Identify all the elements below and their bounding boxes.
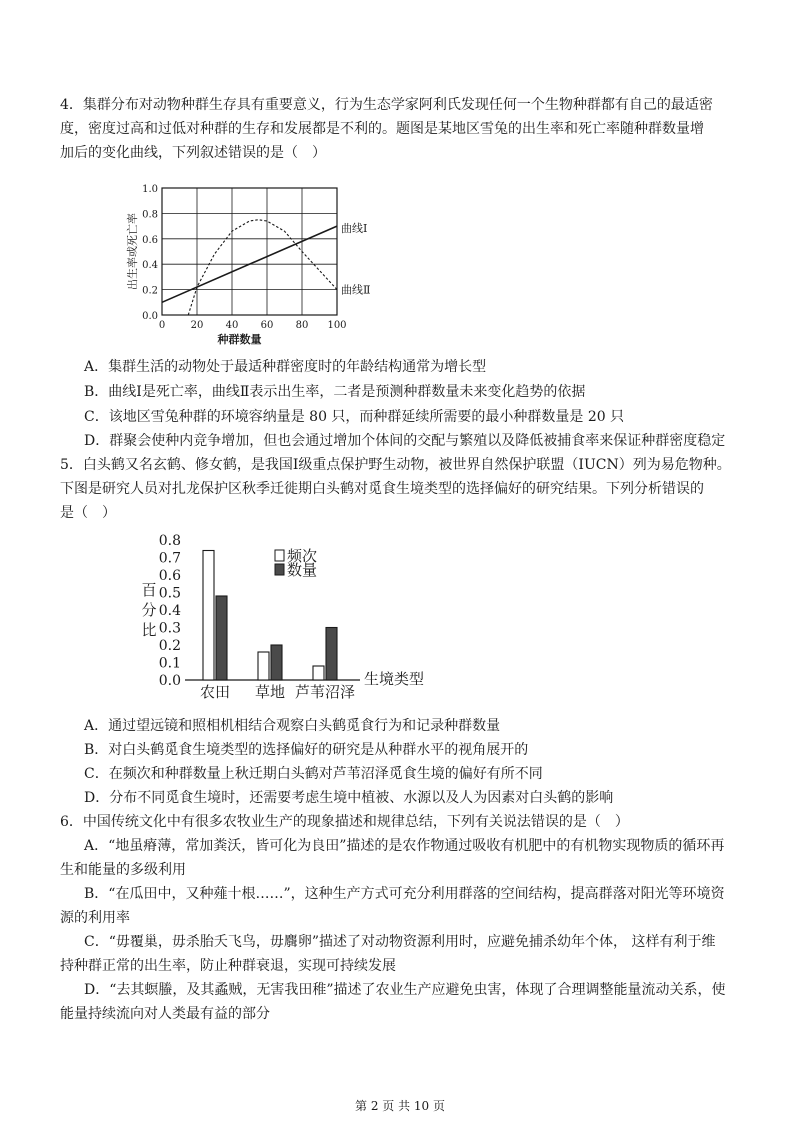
q4-option-a[interactable]: A．集群生活的动物处于最适种群密度时的年龄结构通常为增长型 [84,359,487,375]
y-axis-label-char: 比 [141,621,157,639]
q4-option-b[interactable]: B．曲线Ⅰ是死亡率，曲线Ⅱ表示出生率，二者是预测种群数量未来变化趋势的依据 [84,384,586,400]
q5-stem-line-1: 5．白头鹤又名玄鹤、修女鹤，是我国Ⅰ级重点保护野生动物，被世界自然保护联盟（IUCN）列为易危物种。 [60,457,731,473]
y-tick-label: 0.8 [142,209,158,221]
q4-stem-line-2: 度，密度过高和过低对种群的生存和发展都是不利的。题图是某地区雪兔的出生率和死亡率随种群数量增 [60,121,704,137]
bar-frequency [258,652,269,680]
category-label: 草地 [254,683,286,701]
x-tick-label: 60 [260,320,274,331]
page-footer: 第 2 页 共 10 页 [355,1099,445,1113]
q6-option-d-cont[interactable]: 能量持续流向对人类最有益的部分 [60,1006,270,1022]
q5-option-b[interactable]: B．对白头鹤觅食生境类型的选择偏好的研究是从种群水平的视角展开的 [84,742,529,758]
x-tick-label: 20 [190,320,204,331]
legend-label: 数量 [287,561,318,579]
q6-option-c[interactable]: C．“毋覆巢，毋杀胎夭飞鸟，毋麛卵”描述了对动物资源利用时，应避免捕杀幼年个体， 这样有利于维 [84,934,716,950]
x-tick-label: 40 [225,320,239,331]
y-tick-label: 0.8 [158,533,181,549]
q6-option-c-cont[interactable]: 持种群正常的出生率，防止种群衰退，实现可持续发展 [60,958,396,974]
q4-option-d[interactable]: D．群聚会使种内竞争增加，但也会通过增加个体间的交配与繁殖以及降低被捕食率来保证种群密度稳定 [84,433,726,449]
y-tick-label: 0.0 [142,311,158,322]
x-tick-label: 80 [295,320,309,331]
x-tick-label: 0 [158,320,166,331]
legend-swatch [275,564,284,575]
q5-option-d[interactable]: D．分布不同觅食生境时，还需要考虑生境中植被、水源以及人为因素对白头鹤的影响 [84,790,614,806]
bar-count [271,645,282,680]
y-tick-label: 0.6 [158,568,181,584]
x-axis-label: 种群数量 [217,333,262,346]
bar-frequency [203,551,214,681]
q6-option-d[interactable]: D．“去其螟螣，及其蟊贼，无害我田稚”描述了农业生产应避免虫害，体现了合理调整能量流动关系，使 [84,982,726,998]
q5-stem-line-2: 下图是研究人员对扎龙保护区秋季迁徙期白头鹤对觅食生境类型的选择偏好的研究结果。下列分析错误的 [60,481,704,497]
q6-option-a[interactable]: A．“地虽瘠薄，常加粪沃，皆可化为良田”描述的是农作物通过吸收有机肥中的有机物实现物质的循环再 [84,838,725,854]
q4-stem-line-3: 加后的变化曲线，下列叙述错误的是（ ） [60,145,326,161]
y-tick-label: 0.4 [142,260,158,272]
q6-option-b[interactable]: B．“在瓜田中，又种薤十根……”，这种生产方式可充分利用群落的空间结构，提高群落对阳光等环境资 [84,886,725,902]
y-axis-label-char: 分 [141,601,157,619]
y-tick-label: 0.0 [158,673,181,689]
q5-option-a[interactable]: A．通过望远镜和照相机相结合观察白头鹤觅食行为和记录种群数量 [84,718,501,734]
plot-frame [162,188,337,315]
curve-2-line [188,220,337,315]
y-tick-label: 0.4 [158,603,181,619]
y-axis-label-char: 百 [141,581,157,599]
bar-count [216,596,227,680]
y-tick-label: 0.3 [158,620,181,637]
bar-count [326,628,337,681]
q6-option-a-cont[interactable]: 生和能量的多级利用 [60,862,186,878]
curve-1-label: 曲线Ⅰ [341,222,368,236]
category-label: 芦苇沼泽 [294,683,356,701]
q4-option-c[interactable]: C．该地区雪兔种群的环境容纳量是 80 只，而种群延续所需要的最小种群数量是 20 只 [84,409,625,425]
q6-option-b-cont[interactable]: 源的利用率 [60,910,130,926]
curve-2-label: 曲线Ⅱ [341,283,371,297]
q5-option-c[interactable]: C．在频次和种群数量上秋迁期白头鹤对芦苇沼泽觅食生境的偏好有所不同 [84,766,543,782]
y-tick-label: 0.1 [158,655,181,672]
q5-stem-line-3: 是（ ） [60,505,116,521]
legend-swatch [275,550,284,561]
y-tick-label: 0.5 [158,585,181,602]
y-tick-label: 0.2 [158,638,181,654]
bar-frequency [313,666,324,680]
q4-stem-line-1: 4．集群分布对动物种群生存具有重要意义，行为生态学家阿利氏发现任何一个生物种群都有自己的最适密 [60,97,713,113]
y-axis-label: 出生率或死亡率 [126,213,139,290]
habitat-preference-chart [135,530,445,710]
x-axis-label: 生境类型 [364,670,425,688]
y-tick-label: 0.6 [142,234,158,246]
y-tick-label: 0.7 [158,550,181,567]
category-label: 农田 [199,683,231,701]
y-tick-label: 1.0 [142,184,158,195]
q6-stem: 6．中国传统文化中有很多农牧业生产的现象描述和规律总结，下列有关说法错误的是（ ） [60,814,629,830]
birth-death-rate-chart [110,176,400,346]
x-tick-label: 100 [327,320,347,331]
legend-label: 频次 [287,547,318,565]
y-tick-label: 0.2 [142,285,158,297]
